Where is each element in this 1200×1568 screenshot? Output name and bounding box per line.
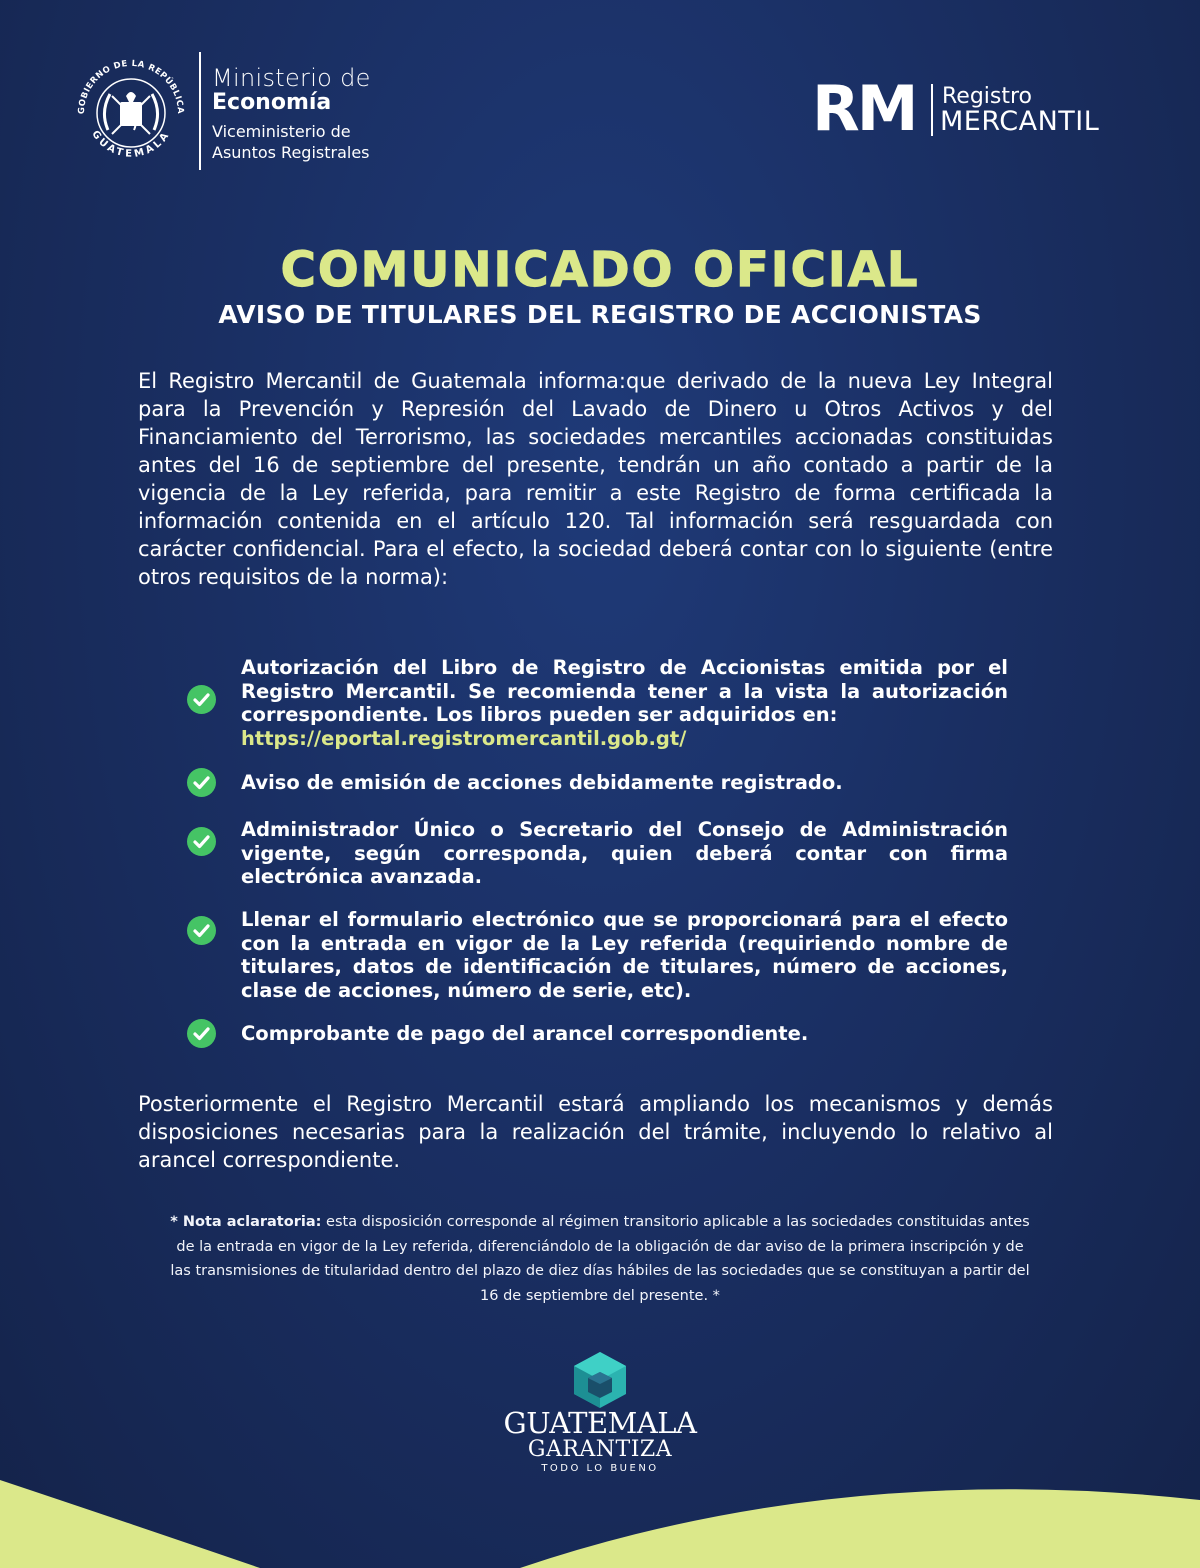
check-icon — [187, 685, 216, 714]
svg-text:GUATEMALA — [89, 129, 172, 160]
list-item: Comprobante de pago del arancel correspondiente. — [241, 1022, 809, 1045]
note-body: esta disposición corresponde al régimen transitorio aplicable a las sociedades constituidas antes de la entrada en vigor de la Ley referida, diferenciándolo de la obligación de dar aviso de la primera inscripción y de las transmisiones de titularidad dentro del plazo de diez días hábiles de las sociedades que se constituyan a partir del 16 de septiembre del presente. * — [170, 1214, 1030, 1304]
check-icon — [187, 827, 216, 856]
viceministry-line1: Viceministerio de — [212, 122, 351, 141]
footer-tagline: TODO LO BUENO — [541, 1463, 659, 1474]
page-title: COMUNICADO OFICIAL — [280, 242, 920, 298]
intro-paragraph: El Registro Mercantil de Guatemala informa:que derivado de la nueva Ley Integral para la Prevención y Represión del Lavado de Dinero u Otros Activos y del Financiamiento del Terrorismo, las sociedades mercantiles accionadas constituidas antes del 16 de septiembre del presente, tendrán un año contado a partir de la vigencia de la Ley referida, para remitir a este Registro de forma certificada la información contenida en el artículo 120. Tal información será resguardada con carácter confidencial. Para el efecto, la sociedad deberá contar con lo siguiente (entre otros requisitos de la norma): — [138, 369, 1053, 589]
header-divider — [199, 52, 201, 170]
footer-brand-line2: GARANTIZA — [527, 1437, 673, 1462]
ministry-name-line1: Ministerio de — [212, 64, 371, 92]
closing-paragraph: Posteriormente el Registro Mercantil estará ampliando los mecanismos y demás disposiciones necesarias para la realización del trámite, incluyendo lo relativo al arancel correspondiente. — [138, 1092, 1053, 1172]
ministry-name-line2: Economía — [212, 90, 332, 115]
note-label: * Nota aclaratoria: — [170, 1214, 322, 1230]
seal-ring-bottom-text: GUATEMALA — [89, 128, 173, 160]
list-item: Llenar el formulario electrónico que se proporcionará para el efecto con la entrada en vigor de la Ley referida (requiriendo nombre de titulares, datos de identificación de titulares, número de acciones, clase de acciones, número de serie, etc). — [241, 908, 1008, 1002]
seal-ring-top-text: GOBIERNO DE LA REPÚBLICA — [76, 58, 186, 115]
list-item: Aviso de emisión de acciones debidamente registrado. — [241, 771, 843, 794]
requirement-text: Autorización del Libro de Registro de Accionistas emitida por el Registro Mercantil. Se recomienda tener a la vista la autorización correspondiente. Los libros pueden ser adquiridos en: — [241, 656, 1008, 726]
rm-logo-divider — [931, 84, 933, 136]
check-icon — [187, 916, 216, 945]
list-item — [241, 656, 1008, 750]
guatemala-garantiza-cube-icon — [570, 1350, 630, 1410]
check-icon — [187, 768, 216, 797]
eportal-link[interactable]: https://eportal.registromercantil.gob.gt/ — [241, 726, 687, 750]
registro-mercantil-logo-mark: RM — [812, 72, 916, 145]
footer-brand-line1: GUATEMALA — [503, 1406, 697, 1440]
clarifying-note — [170, 1210, 1030, 1308]
viceministry-line2: Asuntos Registrales — [212, 143, 370, 162]
page-subtitle: AVISO DE TITULARES DEL REGISTRO DE ACCIONISTAS — [218, 300, 982, 329]
rm-logo-line1: Registro — [942, 84, 1033, 109]
guatemala-coat-of-arms-icon — [70, 52, 192, 174]
list-item: Administrador Único o Secretario del Consejo de Administración vigente, según corresponda, quien deberá contar con firma electrónica avanzada. — [241, 818, 1008, 888]
rm-logo-line2: MERCANTIL — [940, 106, 1100, 137]
check-icon — [187, 1019, 216, 1048]
